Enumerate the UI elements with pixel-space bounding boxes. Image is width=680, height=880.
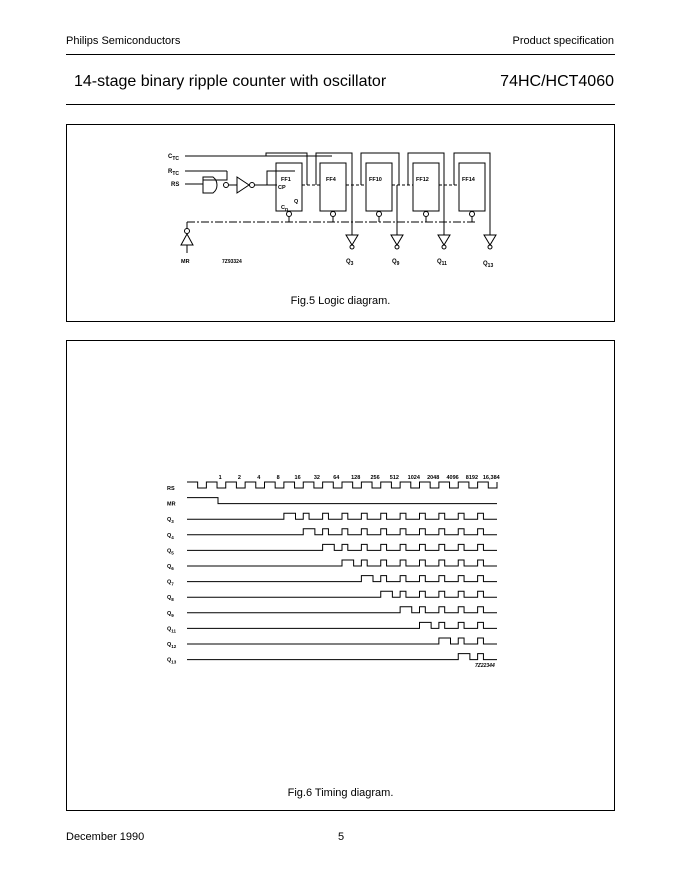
pulse-number: 16,384 [482, 475, 500, 481]
pulse-number: 8 [276, 475, 280, 481]
footer-date: December 1990 [66, 831, 145, 843]
signal-label: $Q_{13}$ [167, 657, 177, 665]
cd-label: $C_D$ [281, 205, 289, 212]
signal-label: $Q_9$ [167, 610, 174, 618]
signal-label: RS [167, 486, 175, 492]
pulse-number: 4 [257, 475, 261, 481]
signal-label: $Q_8$ [167, 595, 174, 603]
signal-waveform [187, 529, 497, 535]
signal-waveform [187, 622, 497, 628]
pulse-number: 512 [389, 475, 399, 481]
page-title: 14-stage binary ripple counter with oscillator [74, 73, 387, 90]
pulse-number: 2048 [427, 475, 440, 481]
logic-code: 7Z93324 [222, 259, 242, 265]
signal-waveform [187, 654, 497, 660]
header-company: Philips Semiconductors [66, 35, 181, 47]
mr-label: MR [181, 259, 190, 265]
signal-label: $Q_7$ [167, 579, 174, 587]
page-number: 5 [338, 831, 345, 843]
signal-waveform [187, 576, 497, 582]
q-label: Q [294, 199, 299, 205]
signal-label: $Q_4$ [167, 532, 174, 540]
signal-label: $Q_{11}$ [167, 626, 177, 634]
logic-diagram [67, 125, 616, 323]
pulse-number: 1 [218, 475, 222, 481]
pulse-number: 4096 [446, 475, 459, 481]
fig6-caption: Fig.6 Timing diagram. [287, 787, 394, 799]
signal-waveform [187, 638, 497, 644]
timing-diagram-figure [66, 340, 615, 811]
header-doc-type: Product specification [512, 35, 614, 47]
pulse-number: 256 [370, 475, 380, 481]
logic-diagram-figure [66, 124, 615, 322]
rs-label: RS [171, 182, 180, 188]
signal-label: MR [167, 501, 176, 508]
header-rule [66, 54, 615, 55]
signal-label: $Q_5$ [167, 548, 174, 556]
timing-code: 7Z22344 [475, 663, 495, 669]
signal-waveform [187, 591, 497, 597]
q3-label: $Q_3$ [346, 259, 354, 267]
signal-waveform [187, 498, 497, 504]
ff12-label: FF12 [416, 177, 429, 183]
signal-waveform [187, 544, 497, 550]
fig5-caption: Fig.5 Logic diagram. [290, 295, 391, 307]
ff4-label: FF4 [326, 177, 336, 183]
signal-label: $Q_6$ [167, 564, 174, 571]
pulse-number: 1024 [407, 475, 420, 481]
signal-label: $Q_{12}$ [167, 642, 177, 649]
q9-label: $Q_9$ [392, 259, 400, 267]
signal-waveform [187, 607, 497, 613]
rtc-label: $R_{TC}$ [168, 169, 180, 177]
pulse-number: 128 [351, 475, 361, 481]
pulse-number: 32 [313, 475, 320, 481]
q13-label: $Q_{13}$ [483, 261, 494, 269]
signal-label: $Q_3$ [167, 517, 174, 525]
signal-waveform [187, 560, 497, 566]
ff14-label: FF14 [462, 177, 475, 183]
signal-waveform [187, 482, 497, 488]
ff1-label: FF1 [281, 177, 291, 183]
title-rule [66, 104, 615, 105]
q11-label: $Q_{11}$ [437, 259, 447, 267]
signal-waveform [187, 513, 497, 519]
ff10-label: FF10 [369, 177, 382, 183]
pulse-number: 2 [237, 475, 241, 481]
ctc-label: $C_{TC}$ [168, 154, 180, 162]
timing-diagram [67, 341, 616, 812]
part-number: 74HC/HCT4060 [500, 73, 614, 90]
pulse-number: 16 [294, 475, 301, 481]
cp-label: CP [278, 185, 286, 191]
pulse-number: 8192 [465, 475, 479, 481]
pulse-number: 64 [333, 475, 340, 481]
